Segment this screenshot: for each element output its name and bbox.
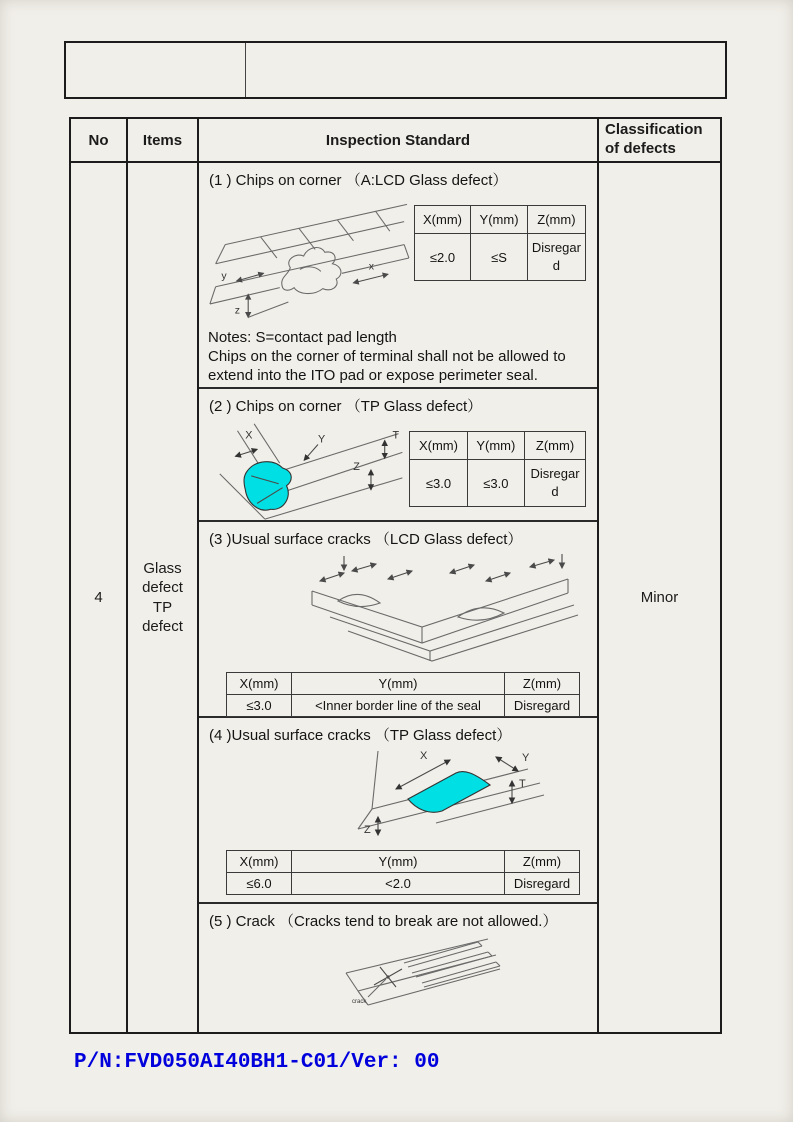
spec-header-z: Z(mm) [525,432,586,460]
notes-line-1: Notes: S=contact pad length [208,329,397,346]
spec-value-z: Disregard [525,460,586,507]
spec-value-y: ≤3.0 [467,460,524,507]
spec-value-y: ≤S [471,234,528,281]
section-4-surface-cracks-tp [199,718,597,904]
section-2-chips-on-corner-tp [199,389,597,522]
dim-label-x: x [368,260,375,273]
items-cell: Glass defect TP defect [128,163,199,1032]
column-header-no: No [71,119,128,163]
spec-value-z: Disregard [505,873,580,895]
section-1-chips-on-corner-lcd [199,163,597,389]
spec-header-y: Y(mm) [292,673,505,695]
dim-label-z: z [234,304,241,317]
header-box-left-cell [66,43,246,97]
header-box-right-cell [246,43,725,97]
spec-value-z: Disregard [527,234,585,281]
notes-line-3: extend into the ITO pad or expose perimeter seal. [208,366,538,384]
spec-header-x: X(mm) [410,432,467,460]
section-5-crack [199,904,597,1032]
dim-label-z: Z [364,824,371,836]
crack-caption: crack [352,999,367,1005]
lcd-corner-chip-diagram [208,192,414,324]
spec-header-y: Y(mm) [467,432,524,460]
crack-diagram [338,933,504,1021]
section-1-title: (1 ) Chips on corner （A:LCD Glass defect） [209,172,508,189]
dim-label-z: Z [353,461,360,473]
spec-header-x: X(mm) [227,851,292,873]
spec-value-x: ≤3.0 [410,460,467,507]
tp-corner-chip-diagram [208,418,409,522]
notes-line-2: Chips on the corner of terminal shall not be allowed to [208,347,566,365]
section-2-spec-table [409,431,586,507]
dim-label-y: Y [522,752,530,764]
spec-header-z: Z(mm) [527,206,585,234]
spec-header-z: Z(mm) [505,673,580,695]
column-header-items: Items [128,119,199,163]
column-header-classification: Classification of defects [599,119,720,163]
dim-label-t: T [392,429,400,442]
spec-value-x: ≤3.0 [227,695,292,717]
spec-value-y: <2.0 [292,873,505,895]
spec-header-x: X(mm) [414,206,471,234]
lcd-surface-cracks-diagram [300,551,580,664]
row-number-cell: 4 [71,163,128,1032]
scan-header-box [64,41,727,99]
part-number-footer: P/N:FVD050AI40BH1-C01/Ver: 00 [74,1051,440,1074]
section-4-spec-table [226,850,580,895]
tp-surface-cracks-diagram [316,747,546,842]
dim-label-t: T [519,778,526,790]
section-2-title: (2 ) Chips on corner （TP Glass defect） [209,398,483,415]
inspection-standard-cell [199,163,599,1032]
inspection-table [69,117,722,1034]
spec-header-y: Y(mm) [471,206,528,234]
spec-value-z: Disregard [505,695,580,717]
classification-cell: Minor [640,589,679,606]
dim-label-y: y [221,270,227,283]
spec-value-x: ≤6.0 [227,873,292,895]
dim-label-x: X [420,750,428,762]
spec-header-z: Z(mm) [505,851,580,873]
spec-header-y: Y(mm) [292,851,505,873]
section-3-spec-table [226,672,580,717]
section-5-title: (5 ) Crack （Cracks tend to break are not allowed.） [209,913,558,930]
column-header-inspection-standard: Inspection Standard [199,119,599,163]
section-4-title: (4 )Usual surface cracks （TP Glass defect） [209,727,512,744]
section-1-notes [208,329,588,386]
section-3-title: (3 )Usual surface cracks （LCD Glass defect） [209,531,523,548]
section-3-surface-cracks-lcd [199,522,597,718]
dim-label-y: Y [317,433,326,446]
spec-header-x: X(mm) [227,673,292,695]
spec-value-y: <Inner border line of the seal [292,695,505,717]
section-1-spec-table [414,205,586,281]
spec-value-x: ≤2.0 [414,234,471,281]
dim-label-x: X [245,429,253,442]
